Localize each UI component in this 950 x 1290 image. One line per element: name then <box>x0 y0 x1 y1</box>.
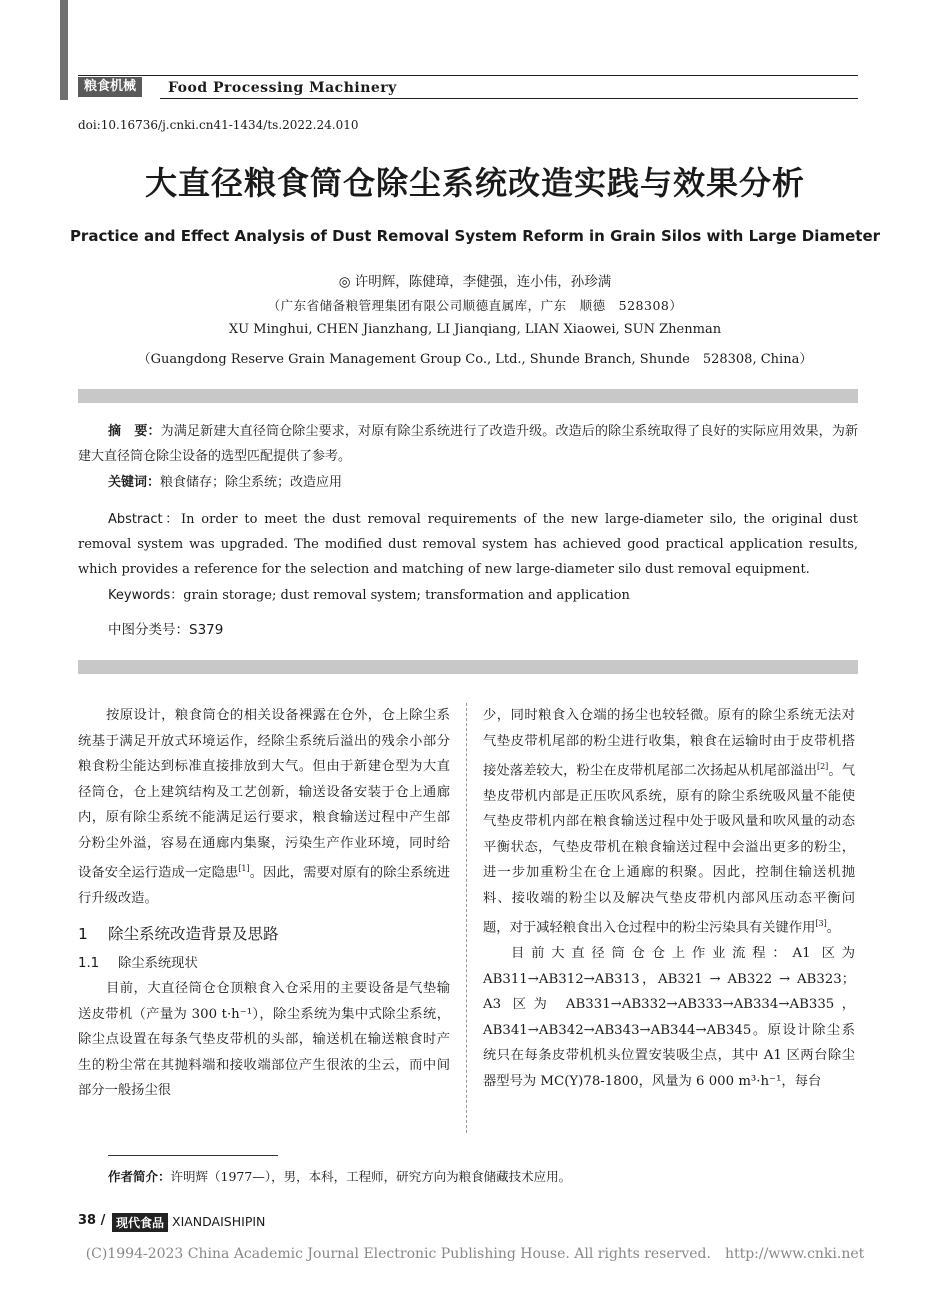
column-divider <box>466 703 467 1133</box>
footnote-label: 作者简介： <box>108 1169 171 1184</box>
footnote-text: 许明辉（1977—），男，本科，工程师，研究方向为粮食储藏技术应用。 <box>170 1169 572 1184</box>
body-column-right <box>483 703 855 1094</box>
keywords-en-text: grain storage; dust removal system; transformation and application <box>183 588 630 603</box>
abstract-band-bottom <box>78 660 858 674</box>
keywords-cn-label: 关键词： <box>108 475 161 490</box>
keywords-en <box>78 583 858 608</box>
section-heading-1-1: 1.1 除尘系统现状 <box>78 956 198 972</box>
page-title: 大直径粮食筒仓除尘系统改造实践与效果分析 <box>144 164 805 202</box>
authors-en: XU Minghui, CHEN Jianzhang, LI Jianqiang, LIAN Xiaowei, SUN Zhenman <box>228 322 722 337</box>
body-paragraph: 按原设计，粮食筒仓的相关设备裸露在仓外，仓上除尘系统基于满足开放式环境运作，经除尘系统后溢出的残余小部分粮食粉尘能达到标准直接排放到大气。但由于新建仓型为大直径筒仓，仓上建筑结构及工艺创新，输送设备安装于仓上通廊内，原有除尘系统不能满足运行要求，粮食输送过程中产生部分粉尘外溢，容易在通廊内集聚，污染生产作业环境，同时给设备安全运行造成一定隐患[1]。因此，需要对原有的除尘系统进行升级改造。 <box>78 708 451 906</box>
journal-tag: 现代食品 <box>112 1213 168 1232</box>
section-tag: 粮食机械 <box>78 77 142 97</box>
abstract-cn <box>78 419 858 469</box>
keywords-cn <box>78 470 858 495</box>
abstract-en-text: In order to meet the dust removal requirements of the new large-diameter silo, the original dust removal system was upgraded. The modified dust removal system has achieved good practical application results, which provides a reference for the selection and matching of new large-diameter silo dust removal equipment. <box>78 512 858 577</box>
footnote-rule <box>108 1155 278 1156</box>
body-paragraph: 少，同时粮食入仓端的扬尘也较轻微。原有的除尘系统无法对气垫皮带机尾部的粉尘进行收集，粮食在运输时由于皮带机搭接处落差较大，粉尘在皮带机尾部二次扬起从机尾部溢出[2]。气垫皮带机内部是正压吹风系统，原有的除尘系统吸风量不能使气垫皮带机内部在粮食输送过程中处于吸风量和吹风量的动态平衡状态，气垫皮带机在粮食输送过程中会溢出更多的粉尘，进一步加重粉尘在仓上通廊的积聚。因此，控制住输送机抛料、接收端的粉尘以及解决气垫皮带机内部风压动态平衡问题，对于减轻粮食出入仓过程中的粉尘污染具有关键作用[3]。 <box>483 708 856 936</box>
header-rule-bottom <box>160 98 858 99</box>
copyright: (C)1994-2023 China Academic Journal Electronic Publishing House. All rights reserved. http://www.cnki.net <box>85 1246 865 1262</box>
abstract-en <box>78 507 858 582</box>
body-paragraph: 目前大直径筒仓仓上作业流程：A1 区为 AB311→AB312→AB313，AB321 → AB322 → AB323；A3 区为 AB331→AB332→AB333→AB334→AB335，AB341→AB342→AB343→AB344→AB345。原设计除尘系统只在每条皮带机机头位置安装吸尘点，其中 A1 区两台除尘器型号为 MC(Y)78-1800，风量为 6 000 m³·h⁻¹，每台 <box>483 946 855 1089</box>
section-title-en: Food Processing Machinery <box>168 80 397 96</box>
keywords-cn-text: 粮食储存；除尘系统；改造应用 <box>160 475 343 490</box>
sidebar-bar <box>60 0 68 100</box>
header-rule-top <box>78 75 858 76</box>
page-title-en: Practice and Effect Analysis of Dust Removal System Reform in Grain Silos with Large Diameter <box>69 227 881 245</box>
clc-number: 中图分类号：S379 <box>108 622 224 638</box>
page-number: 38 / <box>78 1213 106 1228</box>
body-column-left <box>78 703 450 1104</box>
abstract-band-top <box>78 389 858 403</box>
body-paragraph: 目前，大直径筒仓仓顶粮食入仓采用的主要设备是气垫输送皮带机（产量为 300 t·h⁻¹），除尘系统为集中式除尘系统，除尘点设置在每条气垫皮带机的头部，输送机在输送粮食时产生的粉尘常在其抛料端和接收端部位产生很浓的尘云，而中间部分一般扬尘很 <box>78 981 450 1099</box>
abstract-en-label: Abstract： <box>108 512 181 527</box>
authors-cn: ◎ 许明辉，陈健璋，李健强，连小伟，孙珍满 <box>338 274 612 290</box>
doi: doi:10.16736/j.cnki.cn41-1434/ts.2022.24.010 <box>78 118 359 132</box>
affiliation-cn: （广东省储备粮管理集团有限公司顺德直属库，广东 顺德 528308） <box>267 298 683 313</box>
abstract-cn-text: 为满足新建大直径筒仓除尘要求，对原有除尘系统进行了改造升级。改造后的除尘系统取得了良好的实际应用效果，为新建大直径筒仓除尘设备的选型匹配提供了参考。 <box>78 424 858 464</box>
journal-name-en: XIANDAISHIPIN <box>172 1214 266 1229</box>
affiliation-en: （Guangdong Reserve Grain Management Group Co., Ltd., Shunde Branch, Shunde 528308, China） <box>137 352 813 367</box>
section-heading-1: 1 除尘系统改造背景及思路 <box>78 925 279 944</box>
keywords-en-label: Keywords： <box>108 588 184 603</box>
author-footnote <box>108 1167 571 1185</box>
abstract-cn-label: 摘 要： <box>108 424 161 439</box>
